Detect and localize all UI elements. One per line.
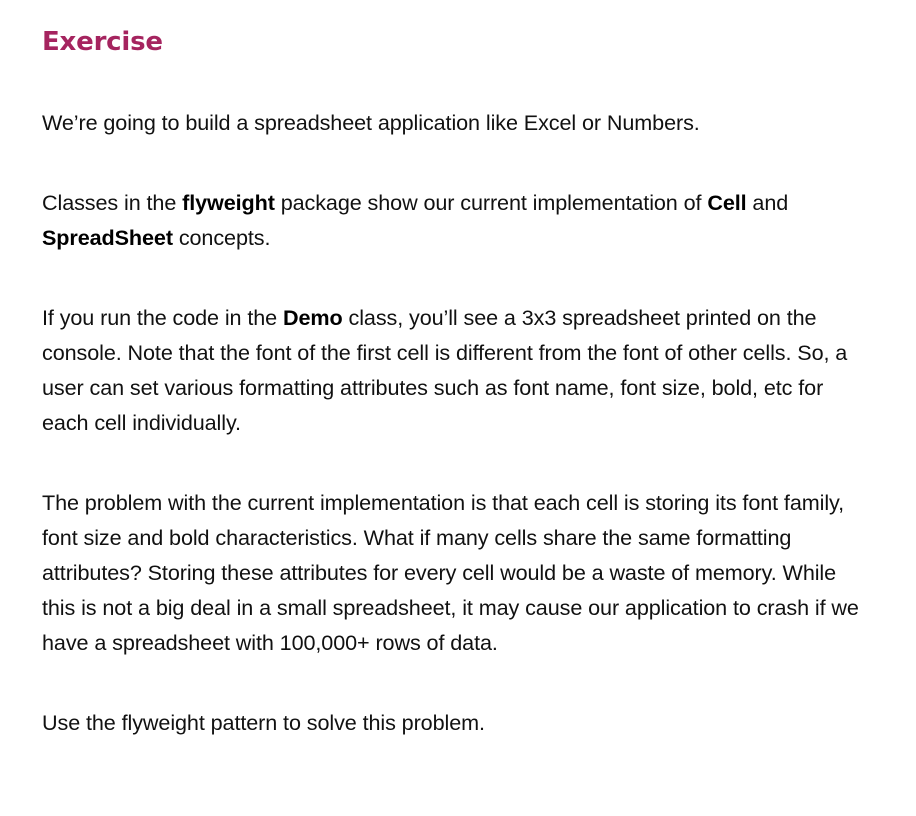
classes-text-2: package show our current implementation of bbox=[274, 190, 708, 215]
cell-class-name: Cell bbox=[707, 190, 747, 215]
classes-text-1: Classes in the bbox=[42, 190, 183, 215]
intro-paragraph: We’re going to build a spreadsheet application like Excel or Numbers. bbox=[42, 110, 700, 135]
classes-text-3: and bbox=[746, 190, 789, 215]
demo-text-2: class, you’ll see a 3x3 spreadsheet printed on the console. Note that the font of the first cell is different from the font of other cells. So, a user can set various formatting attributes such as font name, font size, bold, etc for each cell individually. bbox=[42, 305, 848, 435]
flyweight-package-name: flyweight bbox=[182, 190, 275, 215]
demo-paragraph bbox=[42, 300, 872, 440]
instruction-paragraph: Use the flyweight pattern to solve this problem. bbox=[42, 710, 485, 735]
problem-paragraph: The problem with the current implementation is that each cell is storing its font family, font size and bold characteristics. What if many cells share the same formatting attributes? Storing these attributes for every cell would be a waste of memory. While this is not a big deal in a small spreadsheet, it may cause our application to crash if we have a spreadsheet with 100,000+ rows of data. bbox=[42, 490, 859, 655]
exercise-heading: Exercise bbox=[42, 27, 163, 57]
exercise-content bbox=[42, 22, 872, 740]
demo-class-name: Demo bbox=[283, 305, 343, 330]
spreadsheet-class-name: SpreadSheet bbox=[42, 225, 173, 250]
classes-paragraph bbox=[42, 185, 872, 255]
demo-text-1: If you run the code in the bbox=[42, 305, 283, 330]
classes-text-4: concepts. bbox=[172, 225, 271, 250]
